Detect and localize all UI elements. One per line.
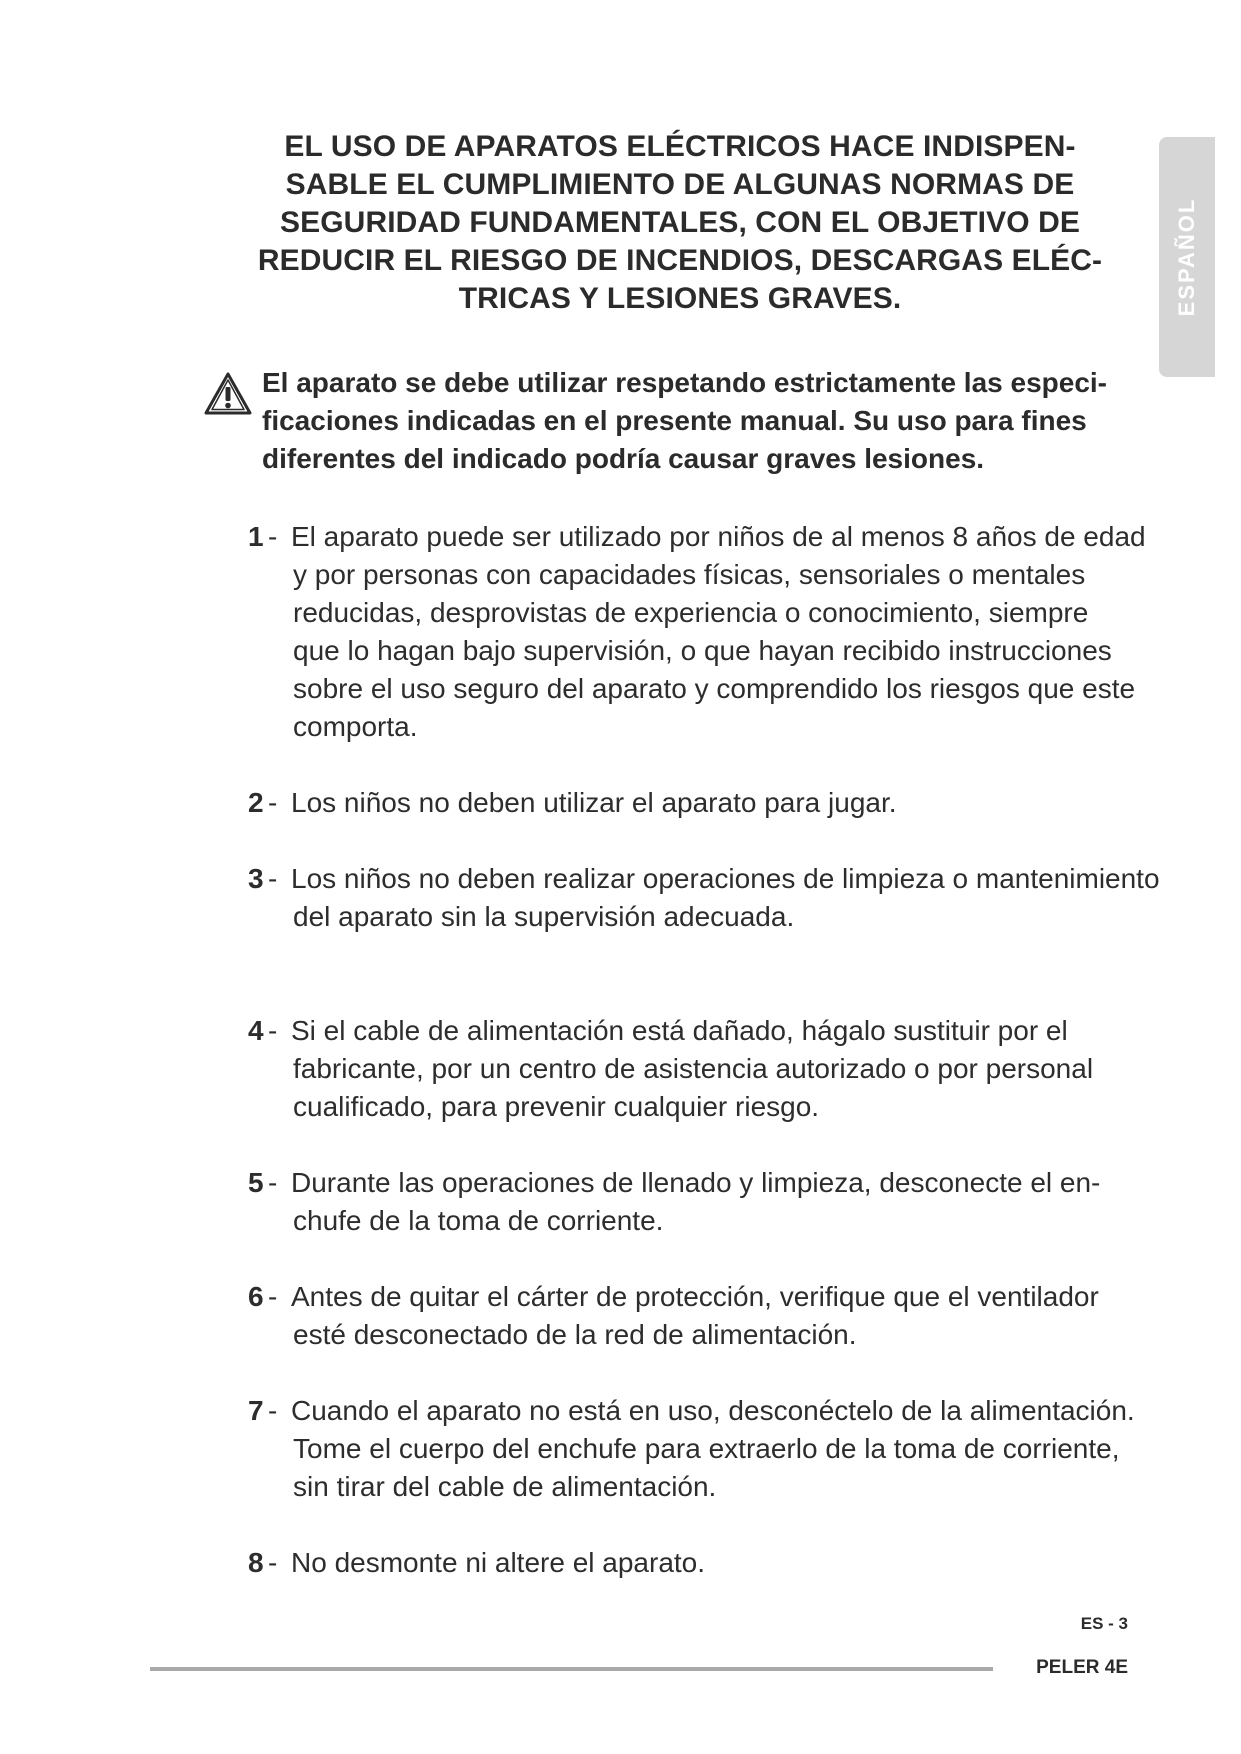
rule-number: 5: [248, 1167, 264, 1198]
warning-notice: [262, 364, 1142, 478]
rule-text-line: chufe de la toma de corriente.: [293, 1205, 664, 1236]
page-number: ES - 3: [1080, 1614, 1128, 1633]
heading-line: REDUCIR EL RIESGO DE INCENDIOS, DESCARGAS ELÉC-: [257, 244, 1103, 277]
rule-dash: -: [268, 1547, 278, 1578]
safety-rule: [248, 1544, 1128, 1582]
rule-number: 6: [248, 1281, 264, 1312]
rule-text-line: del aparato sin la supervisión adecuada.: [293, 901, 795, 932]
heading-line: SEGURIDAD FUNDAMENTALES, CON EL OBJETIVO DE: [280, 206, 1080, 239]
rule-dash: -: [268, 1395, 278, 1426]
heading-line: SABLE EL CUMPLIMIENTO DE ALGUNAS NORMAS DE: [285, 168, 1075, 201]
rule-number: 2: [248, 787, 264, 818]
language-tab: [1159, 137, 1215, 377]
rule-text-line: No desmonte ni altere el aparato.: [291, 1547, 706, 1578]
rule-text-line: Antes de quitar el cárter de protección, verifique que el ventilador: [291, 1281, 1099, 1312]
rule-text-line: y por personas con capacidades físicas, sensoriales o mentales: [293, 559, 1086, 590]
rule-dash: -: [268, 1167, 278, 1198]
rule-dash: -: [268, 787, 278, 818]
rule-number: 8: [248, 1547, 264, 1578]
warning-line: ficaciones indicadas en el presente manual. Su uso para fines: [262, 405, 1087, 436]
rule-dash: -: [268, 1015, 278, 1046]
safety-rule: [248, 860, 1160, 936]
rule-text-line: Si el cable de alimentación está dañado, hágalo sustituir por el: [291, 1015, 1068, 1046]
rule-dash: -: [268, 1281, 278, 1312]
safety-rule: [248, 1012, 1128, 1126]
language-tab-label: ESPAÑOL: [1174, 197, 1199, 317]
heading-line: TRICAS Y LESIONES GRAVES.: [458, 282, 902, 315]
safety-heading: [225, 128, 1135, 318]
warning-line: diferentes del indicado podría causar graves lesiones.: [262, 443, 985, 474]
rule-number: 1: [248, 521, 264, 552]
rule-number: 4: [248, 1015, 264, 1046]
rule-text-line: El aparato puede ser utilizado por niños de al menos 8 años de edad: [291, 521, 1146, 552]
rule-text-line: reducidas, desprovistas de experiencia o conocimiento, siempre: [293, 597, 1089, 628]
rule-dash: -: [268, 863, 278, 894]
rule-text-line: cualificado, para prevenir cualquier riesgo.: [293, 1091, 820, 1122]
footer-divider: [150, 1667, 993, 1671]
rule-text-line: Los niños no deben realizar operaciones de limpieza o mantenimiento: [291, 863, 1160, 894]
safety-rule: [248, 1164, 1128, 1240]
rule-text-line: Cuando el aparato no está en uso, desconéctelo de la alimentación.: [291, 1395, 1135, 1426]
rule-dash: -: [268, 521, 278, 552]
rule-number: 7: [248, 1395, 264, 1426]
rule-text-line: sin tirar del cable de alimentación.: [293, 1471, 717, 1502]
safety-rule: [248, 784, 1128, 822]
rule-text-line: Durante las operaciones de llenado y limpieza, desconecte el en-: [291, 1167, 1101, 1198]
rule-text-line: comporta.: [293, 711, 418, 742]
heading-line: EL USO DE APARATOS ELÉCTRICOS HACE INDISPEN-: [284, 130, 1076, 163]
warning-triangle-icon: [203, 371, 253, 417]
rule-text-line: Tome el cuerpo del enchufe para extraerlo de la toma de corriente,: [293, 1433, 1120, 1464]
rule-text-line: que lo hagan bajo supervisión, o que hayan recibido instrucciones: [293, 635, 1112, 666]
safety-rule: [248, 1392, 1135, 1506]
rule-number: 3: [248, 863, 264, 894]
rule-text-line: fabricante, por un centro de asistencia autorizado o por personal: [293, 1053, 1094, 1084]
rule-text-line: sobre el uso seguro del aparato y comprendido los riesgos que este: [293, 673, 1136, 704]
model-name: PELER 4E: [1036, 1657, 1128, 1678]
safety-rule: [248, 1278, 1128, 1354]
warning-line: El aparato se debe utilizar respetando estrictamente las especi-: [262, 367, 1107, 398]
rule-text-line: esté desconectado de la red de alimentación.: [293, 1319, 857, 1350]
rule-text-line: Los niños no deben utilizar el aparato para jugar.: [291, 787, 897, 818]
safety-rule: [248, 518, 1146, 746]
